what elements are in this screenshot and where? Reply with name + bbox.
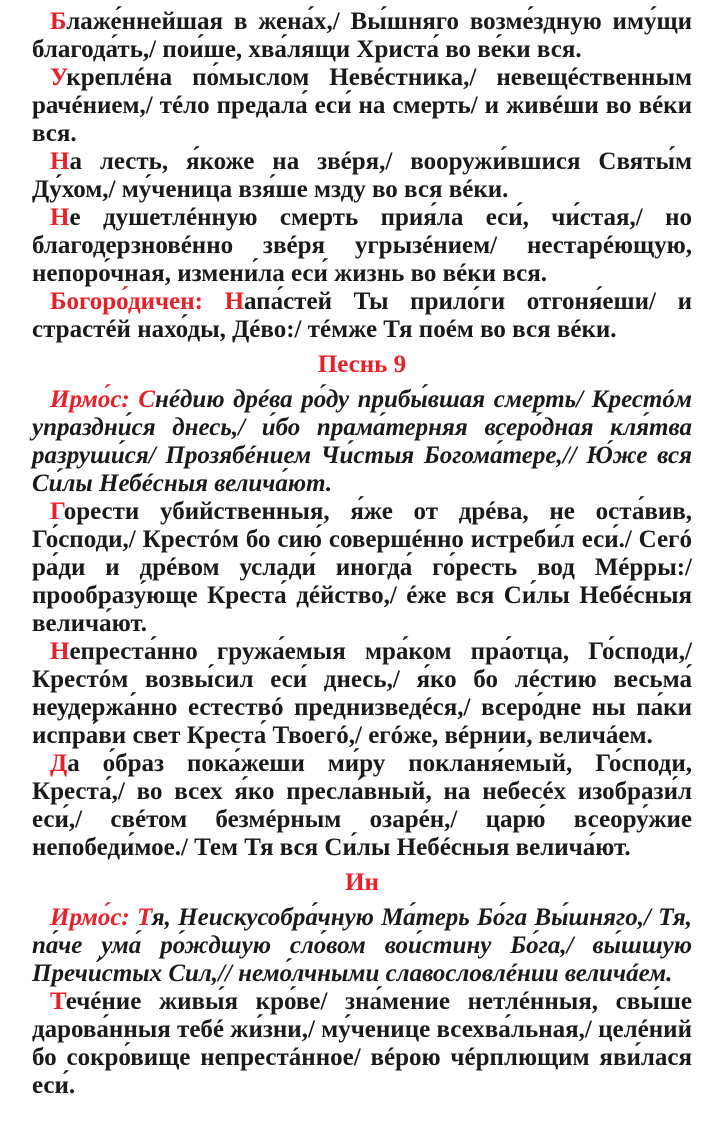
drop-initial: Н [224,288,245,315]
paragraph-text: я, Неискусобра́чную Ма́терь Бо́га Вы́шняго,/ Тя, па́че ума́ ро́ждшую сло́вом вои́стину Бо́га,/ вы́шшую Пречи́стых Сил,// немо́лчными славословлéнии величáем. [32,904,693,987]
paragraph-1 [32,8,692,64]
paragraph-troparion-4 [32,988,692,1100]
rubric-label: Богоро́дичен: [50,288,225,315]
rubric-label: Ирмо́с: [50,904,138,931]
paragraph-text: нéдию дрéва ро́ду прибы́вшая смерть/ Крестóм упраздни́ся днесь,/ и́бо прама́терняя всеро́дная кля́тва разруши́ся/ Прозябéнием Чи́стыя Богома́тере,// Ю́же вся Си́лы Небéсныя велича́ют. [32,386,693,497]
paragraph-troparion-3 [32,750,692,862]
drop-initial: У [50,64,67,91]
paragraph-4 [32,204,692,288]
paragraph-text: креплéна по́мыслом Невéстника,/ невещéственным рачéнием,/ тéло предала́ еси́ на смерть/ и живéши во вéки вся. [32,64,692,147]
paragraph-theotokion [32,288,692,344]
paragraph-text: апа́стей Ты прило́ги отгоня́еши/ и страстéй нахо́ды, Дéво:/ тéмже Тя поéм во вся вéки. [32,288,693,343]
paragraph-text: е душетлéнную смерть прия́ла еси́, чи́стая,/ но благодерзновéнно звéря угрызéнием/ нестарéющую, непоро́чная, измени́ла еси́ жизнь во вéки вся. [32,204,692,287]
drop-initial: Н [50,638,70,665]
paragraph-troparion-1 [32,498,692,638]
drop-initial: Г [50,498,64,525]
drop-initial: Т [137,904,152,931]
drop-initial: С [138,386,156,413]
paragraph-irmos-2 [32,904,692,988]
paragraph-troparion-2 [32,638,692,750]
document-page [32,8,692,1100]
paragraph-text: ечéние живы́я кро́ве/ зна́мение нетлéнныя, свы́ше дарова́нныя тебé жи́зни,/ му́ченице всехва́льная,/ целéний бо сокро́вище непрестáнное/ вéрою чéрплющим яви́лася еси́. [32,988,692,1099]
paragraph-text: а лесть, я́коже на звéря,/ вооружи́вшися Святы́м Ду́хом,/ му́ченица взя́ше мзду во вся вéки. [32,148,692,203]
paragraph-2 [32,64,692,148]
rubric-label: Ирмо́с: [50,386,139,413]
drop-initial: Н [50,148,70,175]
paragraph-text: лаже́ннейшая в жена́х,/ Вы́шняго возме́здную иму́щи благода́ть,/ пои́ше, хва́лящи Христа́ во ве́ки вся. [32,8,692,63]
drop-initial: Н [50,204,70,231]
paragraph-3 [32,148,692,204]
section-heading-other: Ин [345,869,379,896]
paragraph-irmos-1 [32,386,692,498]
section-heading-ode-9: Песнь 9 [317,351,407,378]
paragraph-text: епреста́нно гружа́емыя мра́ком пра́отца, Го́споди,/ Крестóм возвы́сил еси́ днесь,/ я́ко бо лéстию весьма́ неудержа́нно естествó преднизведéся,/ всеро́дне ны па́ки испра́ви свет Креста́ Твоегó,/ егóже, вéрнии, величáем. [32,638,692,749]
drop-initial: Д [50,750,68,777]
drop-initial: Т [50,988,66,1015]
paragraph-text: орести убийственныя, я́же от дрéва, не оста́вив, Го́споди,/ Крестóм бо сию́ совершéнно истреби́л еси́./ Сегó ра́ди и дрéвом услади́ иногда́ го́ресть вод Мéрры:/ прообразу́юще Креста́ дéйство,/ éже вся Си́лы Небéсныя велича́ют. [32,498,692,637]
drop-initial: Б [50,8,67,35]
paragraph-text: а о́браз пока́жеши ми́ру покланя́емый, Го́споди, Креста́,/ во всех я́ко пресла́вный, на небесéх изобрази́л еси́,/ свéтом безмéрным озарéн,/ царю́ всеору́жие непобеди́мое./ Тем Тя вся Си́лы Небéсныя велича́ют. [32,750,692,861]
